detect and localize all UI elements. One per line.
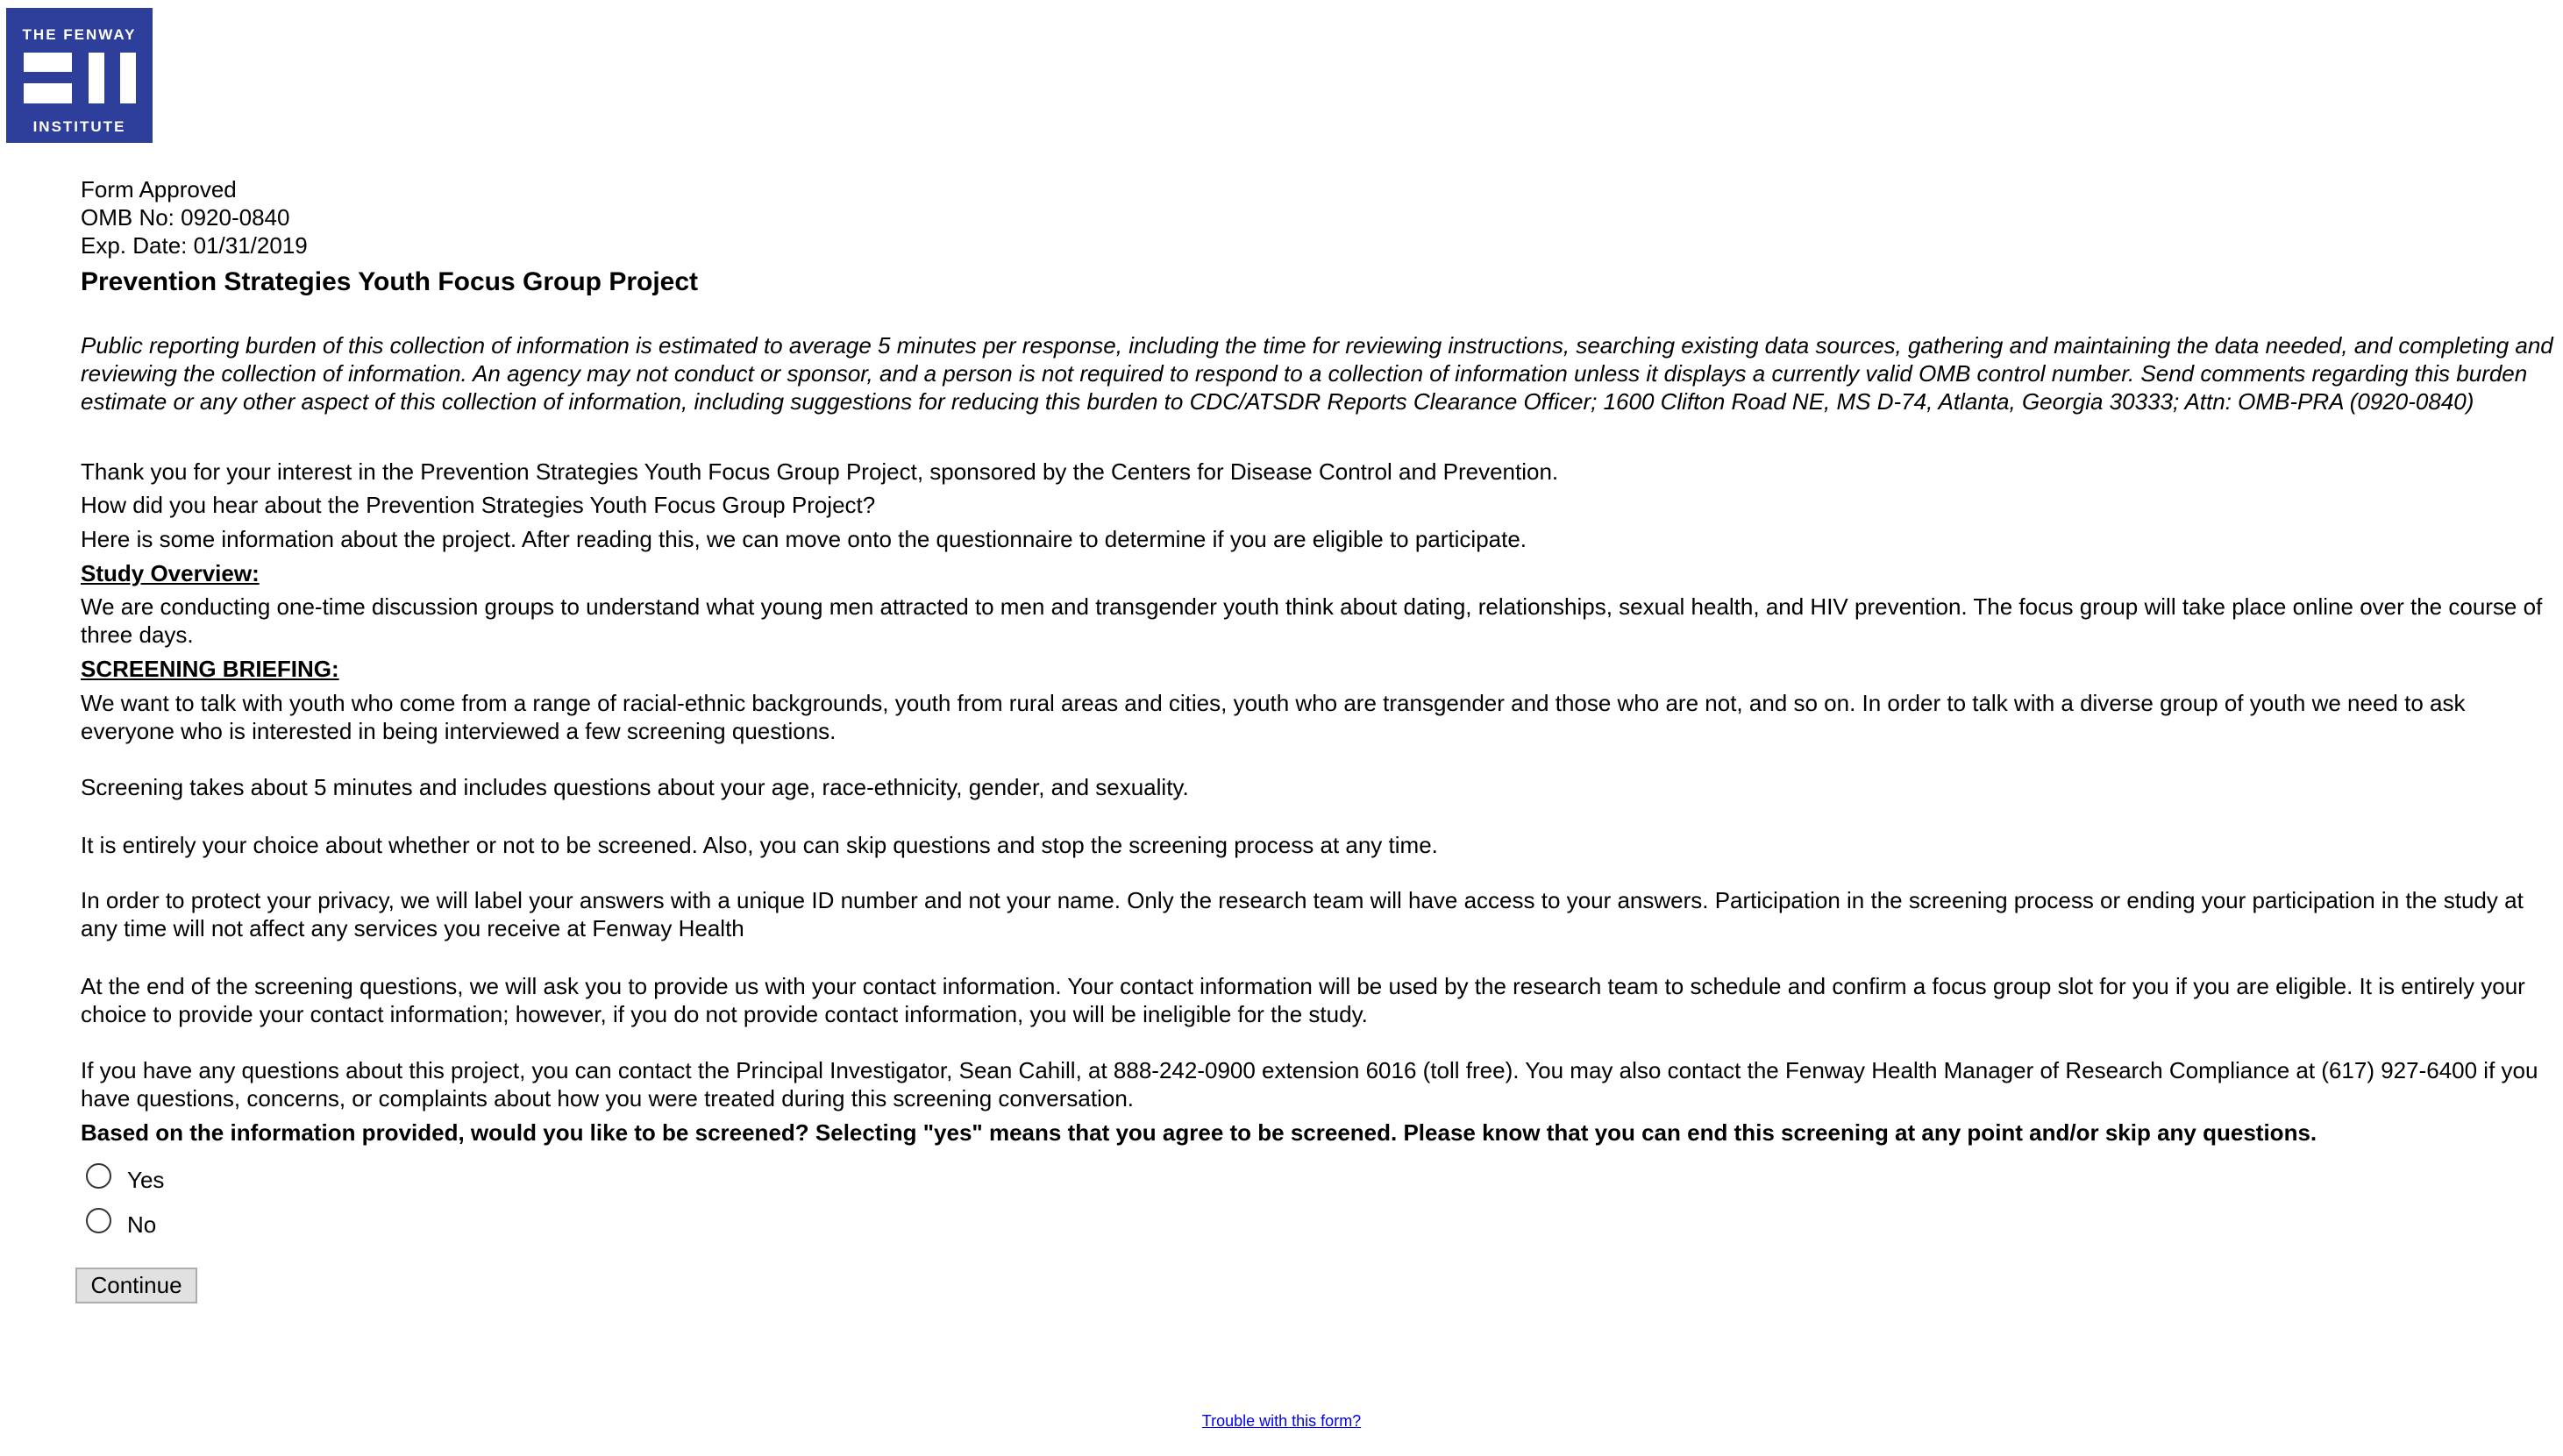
- screening-paragraph: It is entirely your choice about whether or not to be screened. Also, you can skip questions and stop the screening process at any time.: [81, 832, 1438, 858]
- screening-paragraph: Screening takes about 5 minutes and includes questions about your age, race-ethnicity, gender, and sexuality.: [81, 774, 1189, 800]
- study-overview-heading: Study Overview:: [81, 560, 260, 586]
- screening-paragraph: If you have any questions about this project, you can contact the Principal Investigator, Sean Cahill, at 888-242-0900 extension 6016 (toll free). You may also contact the Fenway Health Manager of Research Compliance at (617) 927-6400 if you have questions, concerns, or complaints about how you were treated during this screening conversation.: [81, 1057, 2538, 1112]
- form-approved: Form Approved: [81, 176, 237, 202]
- thank-you-text: Thank you for your interest in the Prevention Strategies Youth Focus Group Project, sponsored by the Centers for Disease Control and Prevention.: [81, 458, 1559, 485]
- screening-briefing-heading: SCREENING BRIEFING:: [81, 656, 339, 682]
- logo-text-top: THE FENWAY: [22, 26, 137, 43]
- radio-label-no[interactable]: No: [127, 1211, 157, 1238]
- screening-paragraph: At the end of the screening questions, we will ask you to provide us with your contact information. Your contact information will be used by the research team to schedule and confirm a focus group slot for you if you are eligible. It is entirely your choice to provide your contact information; however, if you do not provide contact information, you will be ineligible for the study.: [81, 973, 2525, 1027]
- info-text: Here is some information about the project. After reading this, we can move onto the questionnaire to determine if you are eligible to participate.: [81, 526, 1527, 552]
- trouble-with-form-link[interactable]: Trouble with this form?: [1201, 1412, 1362, 1430]
- logo-bar: [120, 53, 136, 103]
- logo-bar: [24, 53, 72, 72]
- radio-button-no[interactable]: [86, 1208, 111, 1233]
- radio-label-yes[interactable]: Yes: [127, 1167, 165, 1193]
- how-heard-text: How did you hear about the Prevention Strategies Youth Focus Group Project?: [81, 492, 876, 518]
- expiration-date: Exp. Date: 01/31/2019: [81, 232, 308, 259]
- omb-number: OMB No: 0920-0840: [81, 204, 290, 231]
- radio-button-yes[interactable]: [86, 1163, 111, 1189]
- logo-bar: [89, 53, 104, 103]
- page-title: Prevention Strategies Youth Focus Group Project: [81, 267, 699, 296]
- continue-button[interactable]: Continue: [75, 1268, 197, 1303]
- footer: [0, 1411, 2563, 1431]
- logo-text-bottom: INSTITUTE: [32, 118, 126, 135]
- study-overview-text: We are conducting one-time discussion groups to understand what young men attracted to men and transgender youth think about dating, relationships, sexual health, and HIV prevention. The focus group will take place online over the course of three days.: [81, 593, 2543, 648]
- fenway-institute-logo: [6, 8, 153, 143]
- screening-paragraph: In order to protect your privacy, we will label your answers with a unique ID number and not your name. Only the research team will have access to your answers. Participation in the screening process or ending your participation in the study at any time will not affect any services you receive at Fenway Health: [81, 887, 2524, 941]
- radio-option-yes[interactable]: [86, 1157, 164, 1194]
- screening-question: Based on the information provided, would you like to be screened? Selecting "yes" means that you agree to be screened. Please know that you can end this screening at any point and/or skip any questions.: [81, 1119, 2317, 1146]
- burden-statement: Public reporting burden of this collection of information is estimated to average 5 minutes per response, including the time for reviewing instructions, searching existing data sources, gathering and maintaining the data needed, and completing and reviewing the collection of information. An agency may not conduct or sponsor, and a person is not required to respond to a collection of information unless it displays a currently valid OMB control number. Send comments regarding this burden estimate or any other aspect of this collection of information, including suggestions for reducing this burden to CDC/ATSDR Reports Clearance Officer; 1600 Clifton Road NE, MS D-74, Atlanta, Georgia 30333; Attn: OMB-PRA (0920-0840): [81, 332, 2553, 415]
- logo-bar: [24, 83, 72, 103]
- screening-paragraph: We want to talk with youth who come from a range of racial-ethnic backgrounds, youth from rural areas and cities, youth who are transgender and those who are not, and so on. In order to talk with a diverse group of youth we need to ask everyone who is interested in being interviewed a few screening questions.: [81, 690, 2466, 744]
- form-approval-info: [81, 175, 2553, 259]
- radio-option-no[interactable]: [86, 1202, 156, 1239]
